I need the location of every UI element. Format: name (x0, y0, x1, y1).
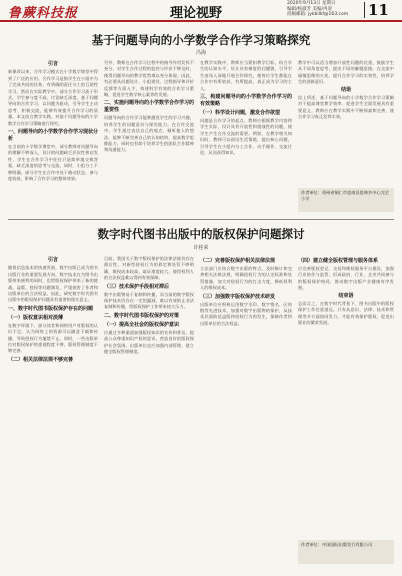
article2-column-2 (104, 256, 194, 566)
article2-subheading: （二）完善版权保护相关法律法规 (200, 258, 276, 264)
article1-author-note: 作者单位：贵州省铜仁市思南县思林乡中心完全小学 (298, 188, 394, 212)
issue-editors: 编辑/杨淑芳 美编/冉迎 (287, 6, 332, 12)
article2-conclusion-heading: 结束语 (338, 292, 354, 299)
article2-title: 数字时代图书出版中的版权保护问题探讨 (97, 227, 305, 241)
article1-paragraph: 综上所述，基于问题导向的小学数学合作学习策略对于提高课堂教学效率、促进学生全面发展具有重要意义。教师应在教学实践中不断探索和完善，使合作学习真正发挥实效。 (298, 95, 394, 120)
issue-date: 2020年9月13日 星期日 (287, 1, 336, 6)
masthead (0, 0, 402, 22)
article2-subheading: （二）相关法律法规不够完善 (8, 356, 74, 363)
page-number: 11 (368, 1, 389, 19)
article1-paragraph: 另外，教师在合作学习过程中的指导作用发挥不充分，对学生合作过程的监控与评价不够及时，使得问题导向的教学优势难以充分体现。因此，有必要从问题设计、小组建设、过程指导和评价反馈等方面入手，构建科学有效的合作学习策略，促进学生数学核心素养的发展。 (104, 60, 194, 98)
article1-paragraph: 在当前的小学数学课堂中，部分教师对问题导向的理解不够深入，设计的问题缺乏层次性和启发性，学生在合作学习中往往只是简单地交换答案，缺乏深度的思考与交流。同时，小组分工不够明确，部分学生在合作中处于被动状态，参与度较低，影响了合作学习的整体效果。 (8, 144, 98, 182)
article2-paragraph: 应完善版权登记、交易和维权服务平台建设，加强行业协作与监管，形成政府、行业、企业共同参与的版权保护格局，推动数字出版产业健康有序发展。 (298, 266, 394, 291)
article2-column-4 (298, 256, 394, 536)
article2-subheading: （一）版权意识相对淡薄 (8, 314, 64, 321)
article1-heading-2: 二、实施问题导向的小学数学合作学习的重要性 (104, 100, 194, 114)
page-divider (364, 2, 365, 18)
article2-heading-2: 二、数字时代图书版权保护的对策 (104, 312, 180, 319)
article2-author-note: 作者单位：中国国际出版发行有限公司 (298, 540, 394, 564)
article1-column-4 (298, 60, 394, 185)
article2-paragraph: 在数字环境下，部分读者和网络用户对版权的认识不足，认为网络上的资源可以随意下载和传播，导致侵权行为屡禁不止。同时，一些出版单位对版权保护的重视程度不够，版权管理制度不够完善。 (8, 322, 98, 354)
issue-email: 投稿邮箱: jykbllkf@163.com (287, 12, 349, 17)
article2-paragraph: 立法部门应结合数字出版的特点，及时修订和完善相关法律法规，明确侵权行为的认定标准和处罚措施，加大对侵权行为的打击力度，降低权利人的维权成本。 (200, 266, 292, 291)
article1-title: 基于问题导向的小学数学合作学习策略探究 (91, 33, 311, 47)
article2-subheading: （四）建立健全版权管理与服务体系 (298, 258, 379, 264)
article2-subheading: （三）技术保护手段相对滞后 (104, 283, 170, 290)
newspaper-name: 鲁蕨科技报 (8, 6, 79, 21)
article2-heading-1: 一、数字时代图书版权保护存在的问题 (8, 305, 94, 312)
article-separator (8, 219, 394, 220)
article1-intro: 新课改以来，合作学习模式在小学数学课堂中得到了广泛的应用。合作学习是指学生在小组中为了完成共同的任务，有明确的责任分工的互助性学习。然而在实际教学中，部分合作学习流于形式，学生参与度不高，讨论缺乏深度。基于问题导向的合作学习，以问题为驱动，引导学生主动思考、积极交流，能够有效提升合作学习的质量。本文结合教学实践，对基于问题导向的小学数学合作学习策略进行探究。 (8, 69, 98, 126)
article1-paragraph: 问题导向的合作学习能够激发学生的学习兴趣，培养学生的问题意识与探究能力。在合作交流中，学生通过表达自己的观点、倾听他人的想法，能够不断完善自己的认知结构，提高数学思维能力，同时也有助于培养学生的团队合作精神和沟通能力。 (104, 115, 194, 153)
article1-column-3 (200, 60, 292, 215)
article1-paragraph: 问题是合作学习的起点。教师应根据教学内容和学生实际，设计具有开放性和挑战性的问题，使学生产生合作交流的需要。例如，在教学相关知识时，教师可以创设生活情境，提出核心问题，引导学生在小组内分工合作、动手操作、交流讨论，从而获得知识。 (200, 118, 292, 156)
article2-column-1 (8, 256, 98, 566)
article2-paragraph: 总而言之，在数字时代背景下，图书出版中的版权保护工作任重道远。只有从意识、法律、技术和管理等多方面协同发力，才能有效保护版权，促进出版业的繁荣发展。 (298, 301, 394, 326)
article1-paragraph: 在教学实践中，教师应当紧扣教学目标，结合学生的认知水平，设计具有梯度的问题链，引导学生由浅入深地开展合作探究，使每位学生都能在合作中有所收获、有所提高，真正成为学习的主人。 (200, 60, 292, 91)
article2-paragraph: 应通过多种渠道加强版权知识的宣传和普及，提高公众尊重知识产权的意识，营造良好的版权保护社会氛围。出版单位也应加强内部管理，建立健全版权管理制度。 (104, 329, 194, 355)
article1-subheading: （一）科学设计问题，激发合作欲望 (200, 110, 281, 117)
article1-intro-heading: 引言 (47, 61, 58, 67)
article1-heading-1: 一、问题导向的小学数学合作学习现状分析 (8, 129, 98, 143)
article1-column-1 (8, 60, 98, 215)
article1-conclusion-heading: 结语 (340, 86, 351, 93)
article1-heading-3: 三、构建问题导向的小学数学合作学习的有效策略 (200, 94, 292, 108)
article2-author: 许桂荣 (193, 245, 209, 251)
section-title: 理论视野 (170, 6, 223, 21)
article2-intro-heading: 引言 (47, 257, 58, 263)
article2-paragraph: 出版单位应积极运用数字水印、数字签名、区块链等先进技术，加强对数字出版物的保护，从技术层面防范盗版和侵权行为的发生，保障作者和出版单位的合法权益。 (200, 301, 292, 326)
article1-column-2 (104, 60, 194, 215)
article2-subheading: （三）加强数字版权保护技术研发 (200, 293, 276, 300)
article2-column-3 (200, 256, 292, 566)
article2-paragraph: 目前，我国关于数字版权保护的法律法规仍存在滞后性，对新型侵权行为的界定和处罚不够明确，维权成本较高，取证难度较大，使得权利人的合法权益难以得到有效保障。 (104, 256, 194, 281)
article2-paragraph: 数字出版物易于复制和传播，而当前的数字版权保护技术仍存在一定的漏洞，难以有效防止非法复制和传播，给版权保护工作带来较大压力。 (104, 291, 194, 310)
issue-info (287, 1, 348, 18)
article1-paragraph: 教学中可以适当增加开放性问题的比重，鼓励学生从不同角度思考，提出不同的解题思路，在交流中碰撞思维的火花，提升合作学习的实效性，培养学生的创新意识。 (298, 60, 394, 85)
article2-subheading: （一）提高全社会的版权保护意识 (104, 321, 180, 328)
article2-intro: 随着信息技术的快速发展，数字出版已成为图书出版行业的重要发展方向。数字技术在为图书出版带来便利的同时，也给版权保护带来了新的挑战。盗版、侵权等问题频发，严重损害了作者和出版单位的合法权益。因此，研究数字时代图书出版中的版权保护问题具有重要的现实意义。 (8, 265, 98, 303)
article1-author: 冯海 (195, 50, 206, 56)
